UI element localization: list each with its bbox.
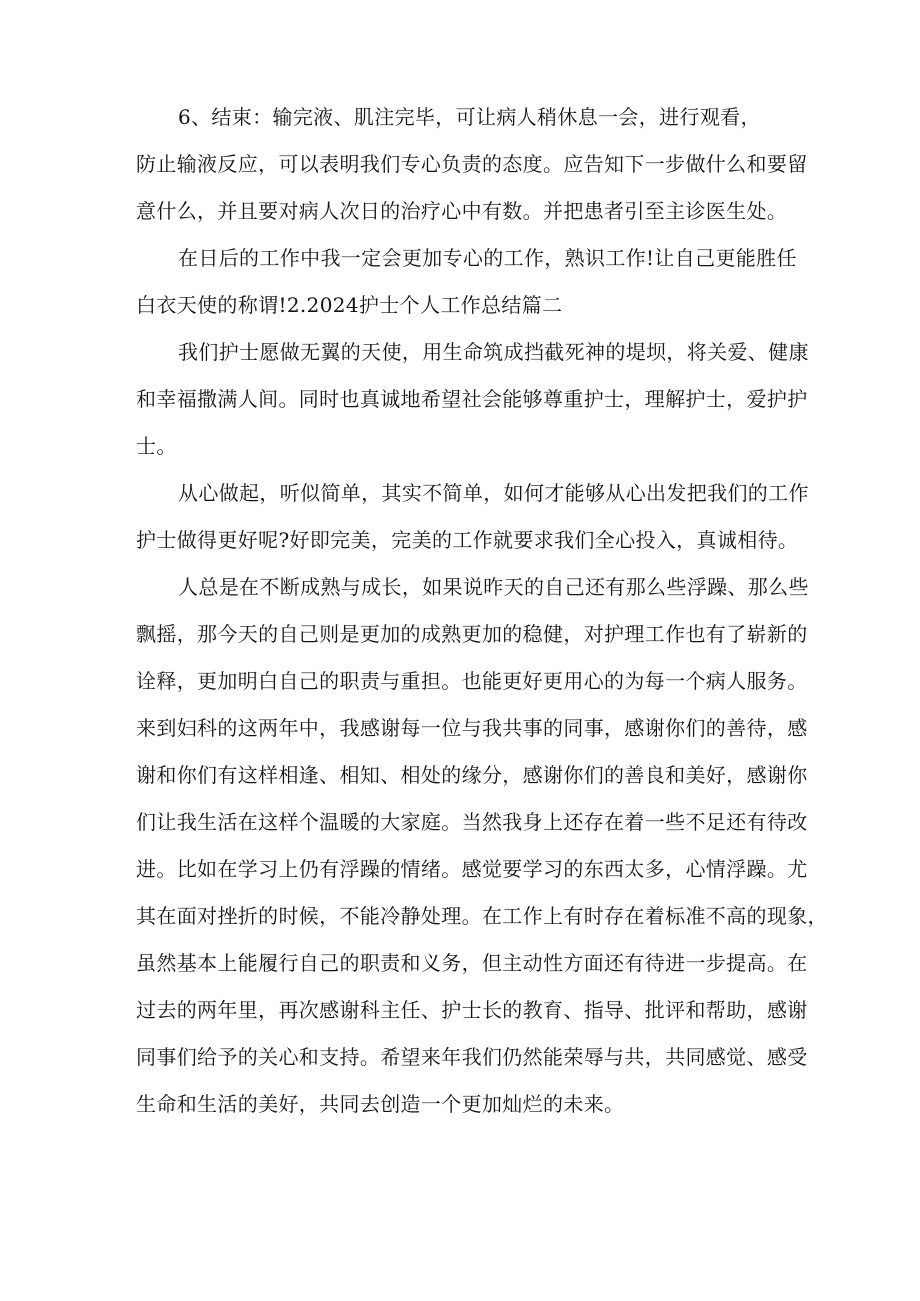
- paragraph-from-heart: [136, 470, 809, 564]
- text-line: 防止输液反应，可以表明我们专心负责的态度。应告知下一步做什么和要留: [136, 152, 808, 176]
- paragraph-future-work: [136, 235, 797, 329]
- text-line: 意什么，并且要对病人次日的治疗心中有数。并把患者引至主诊医生处。: [136, 199, 788, 223]
- text-line: 来到妇科的这两年中，我感谢每一位与我共事的同事，感谢你们的善待，感: [136, 716, 808, 740]
- paragraph-conclusion-step: [136, 94, 808, 235]
- text-line: 进。比如在学习上仍有浮躁的情绪。感觉要学习的东西太多，心情浮躁。尤: [136, 857, 808, 881]
- text-line: 过去的两年里，再次感谢科主任、护士长的教育、指导、批评和帮助，感谢: [136, 998, 808, 1022]
- text-line: 谢和你们有这样相逢、相知、相处的缘分，感谢你们的善良和美好，感谢你: [136, 763, 808, 787]
- text-line: 白衣天使的称谓!2.2024护士个人工作总结篇二: [136, 293, 563, 317]
- text-line: 们让我生活在这样个温暖的大家庭。当然我身上还存在着一些不足还有待改: [136, 810, 808, 834]
- text-line: 人总是在不断成熟与成长，如果说昨天的自己还有那么些浮躁、那么些: [178, 575, 809, 599]
- text-line: 护士做得更好呢?好即完美，完美的工作就要求我们全心投入，真诚相待。: [136, 528, 799, 552]
- document-body: [136, 94, 828, 1128]
- paragraph-angels: [136, 329, 809, 470]
- text-line: 其在面对挫折的时候，不能冷静处理。在工作上有时存在着标准不高的现象，: [136, 904, 828, 928]
- text-line: 生命和生活的美好，共同去创造一个更加灿烂的未来。: [136, 1092, 625, 1116]
- text-line: 从心做起，听似简单，其实不简单，如何才能够从心出发把我们的工作: [178, 481, 809, 505]
- text-line: 虽然基本上能履行自己的职责和义务，但主动性方面还有待进一步提高。在: [136, 951, 808, 975]
- text-line: 飘摇，那今天的自己则是更加的成熟更加的稳健，对护理工作也有了崭新的: [136, 622, 808, 646]
- text-line: 在日后的工作中我一定会更加专心的工作，熟识工作!让自己更能胜任: [178, 246, 797, 270]
- text-line: 诠释，更加明白自己的职责与重担。也能更好更用心的为每一个病人服务。: [136, 669, 808, 693]
- text-line: 同事们给予的关心和支持。希望来年我们仍然能荣辱与共，共同感觉、感受: [136, 1045, 808, 1069]
- text-line: 6、结束：输完液、肌注完毕，可让病人稍休息一会，进行观看，: [178, 105, 761, 129]
- text-line: 我们护士愿做无翼的天使，用生命筑成挡截死神的堤坝，将关爱、健康: [178, 340, 809, 364]
- paragraph-growth: [136, 564, 828, 1128]
- text-line: 和幸福撒满人间。同时也真诚地希望社会能够尊重护士，理解护士，爱护护: [136, 387, 808, 411]
- text-line: 士。: [136, 434, 177, 458]
